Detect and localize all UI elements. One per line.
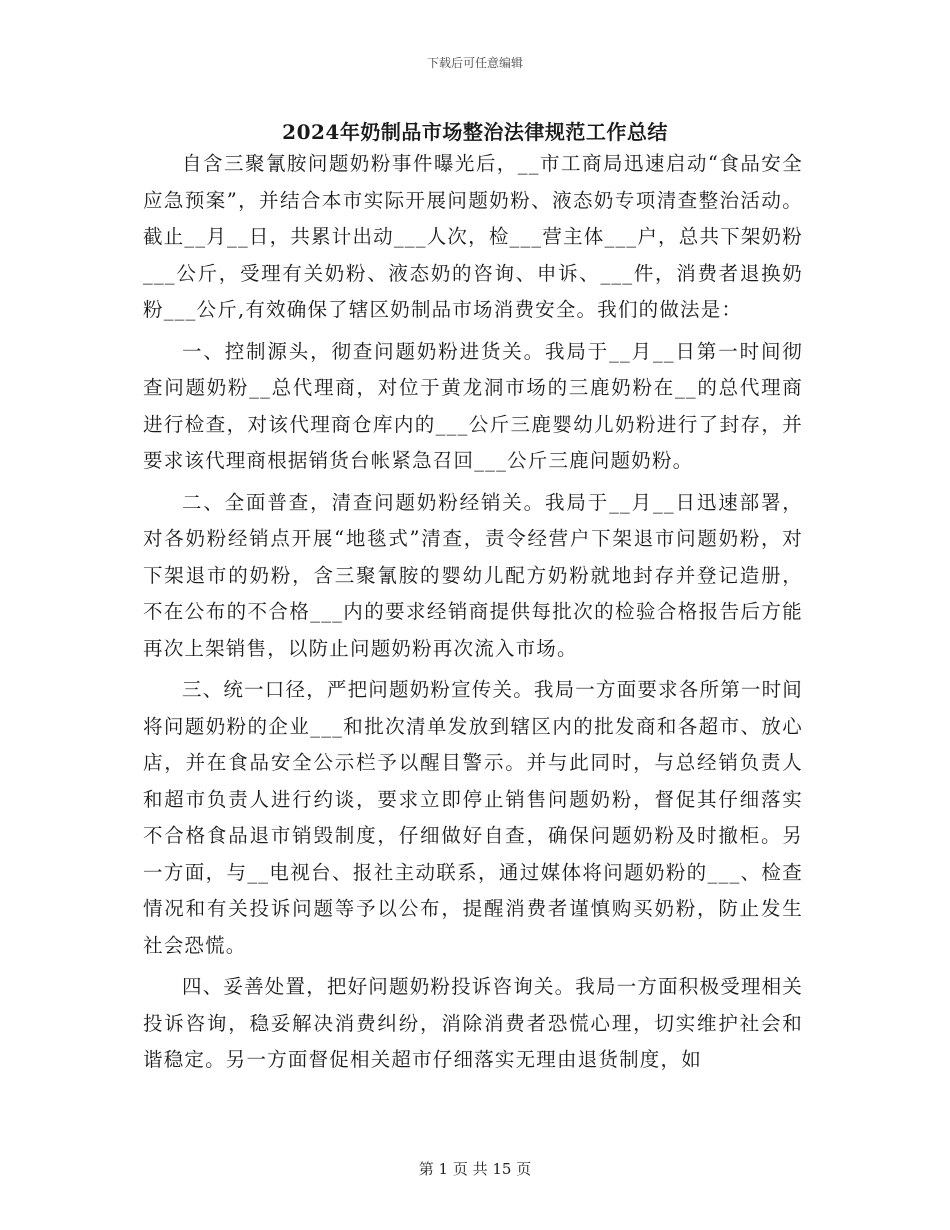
paragraph-section-4: 四、妥善处置，把好问题奶粉投诉咨询关。我局一方面积极受理相关投诉咨询，稳妥解决消费纠纷，消除消费者恐慌心理，切实维护社会和谐稳定。另一方面督促相关超市仔细落实无理由退货制度，如: [143, 975, 804, 1071]
paragraph-section-3: 三、统一口径，严把问题奶粉宣传关。我局一方面要求各所第一时间将问题奶粉的企业___和批次清单发放到辖区内的批发商和各超市、放心店，并在食品安全公示栏予以醒目警示。并与此同时，与总经销负责人和超市负责人进行约谈，要求立即停止销售问题奶粉，督促其仔细落实不合格食品退市销毁制度，仔细做好自查，确保问题奶粉及时撤柜。另一方面，与__电视台、报社主动联系，通过媒体将问题奶粉的___、检查情况和有关投诉问题等予以公布，提醒消费者谨慎购买奶粉，防止发生社会恐慌。: [143, 678, 804, 957]
paragraph-section-1: 一、控制源头，彻查问题奶粉进货关。我局于__月__日第一时间彻查问题奶粉__总代理商，对位于黄龙洞市场的三鹿奶粉在__的总代理商进行检查，对该代理商仓库内的___公斤三鹿婴幼儿奶粉进行了封存，并要求该代理商根据销货台帐紧急召回___公斤三鹿问题奶粉。: [143, 339, 803, 472]
document-body: [143, 146, 803, 1079]
page-indicator: 第 1 页 共 15 页: [418, 1160, 532, 1178]
document-title: 2024年奶制品市场整治法律规范工作总结: [282, 120, 668, 144]
paragraph-intro: 自含三聚氰胺问题奶粉事件曝光后，__市工商局迅速启动“食品安全应急预案”，并结合本市实际开展问题奶粉、液态奶专项清查整治活动。截止__月__日，共累计出动___人次，检___营主体___户，总共下架奶粉___公斤，受理有关奶粉、液态奶的咨询、申诉、___件，消费者退换奶粉___公斤,有效确保了辖区奶制品市场消费安全。我们的做法是：: [143, 152, 803, 321]
paragraph-section-2: 二、全面普查，清查问题奶粉经销关。我局于__月__日迅速部署，对各奶粉经销点开展“地毯式”清查，责令经营户下架退市问题奶粉，对下架退市的奶粉，含三聚氰胺的婴幼儿配方奶粉就地封存并登记造册，不在公布的不合格___内的要求经销商提供每批次的检验合格报告后方能再次上架销售，以防止问题奶粉再次流入市场。: [143, 490, 803, 660]
header-note: 下载后可任意编辑: [426, 56, 523, 70]
